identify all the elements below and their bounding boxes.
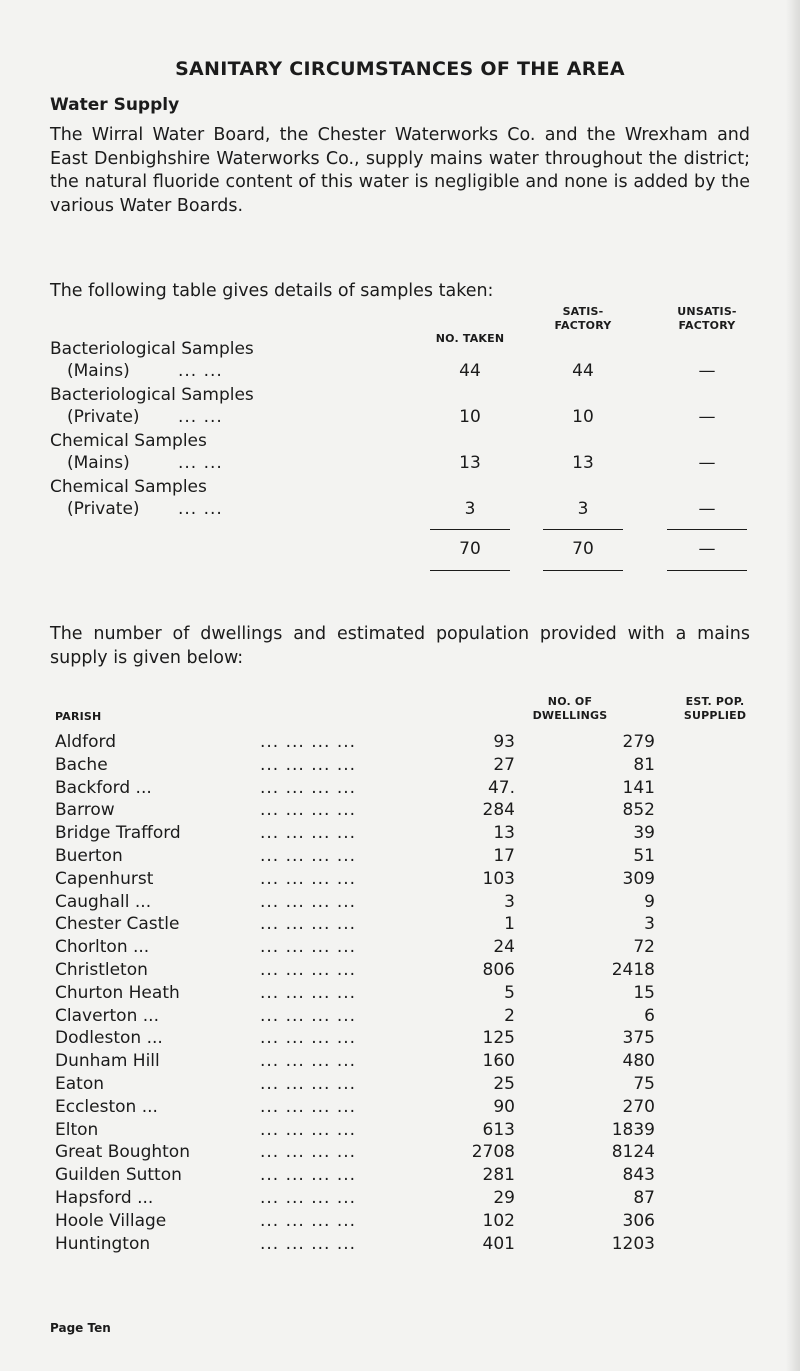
parish-leader-dots: ... ... ... ... (260, 823, 357, 844)
sample-row-1-taken: 44 (459, 361, 481, 381)
parish-population: 51 (633, 845, 655, 866)
parish-row (55, 822, 775, 845)
sample-row-2-satisfactory: 10 (572, 407, 594, 427)
parish-name: Bache (55, 754, 108, 775)
sample-row-1-dots: ... ... (178, 361, 223, 381)
parish-dwellings: 284 (482, 800, 515, 821)
sample-row-4-satisfactory: 3 (577, 499, 589, 519)
parish-row (55, 731, 775, 754)
parish-name: Elton (55, 1119, 99, 1140)
parish-dwellings: 27 (493, 754, 515, 775)
parish-dwellings: 125 (482, 1028, 515, 1049)
parish-leader-dots: ... ... ... ... (260, 1119, 357, 1140)
totals-rule-unsatisfactory-top (667, 529, 747, 530)
parish-row (55, 1096, 775, 1119)
total-satisfactory: 70 (572, 539, 594, 559)
parish-dwellings: 1 (504, 914, 515, 935)
parish-name: Bridge Trafford (55, 823, 181, 844)
parish-population: 87 (633, 1187, 655, 1208)
samples-header-taken: NO. TAKEN (435, 332, 505, 345)
parish-leader-dots: ... ... ... ... (260, 1210, 357, 1231)
parish-population: 306 (622, 1210, 655, 1231)
parish-population: 6 (644, 1005, 655, 1026)
parish-population: 3 (644, 914, 655, 935)
parish-leader-dots: ... ... ... ... (260, 1073, 357, 1094)
sample-row-3-dots: ... ... (178, 453, 223, 473)
parish-leader-dots: ... ... ... ... (260, 959, 357, 980)
parish-dwellings: 103 (482, 868, 515, 889)
parish-population: 1839 (611, 1119, 655, 1140)
totals-rule-satisfactory-bottom (543, 570, 623, 571)
sample-row-2-unsatisfactory: — (698, 407, 716, 427)
parish-row (55, 1233, 775, 1256)
parish-leader-dots: ... ... ... ... (260, 868, 357, 889)
parish-leader-dots: ... ... ... ... (260, 914, 357, 935)
parish-population: 9 (644, 891, 655, 912)
parish-name: Buerton (55, 845, 123, 866)
parish-name: Dodleston ... (55, 1028, 163, 1049)
parish-row (55, 1073, 775, 1096)
sample-row-3-label1: Chemical Samples (50, 431, 207, 451)
sample-row-3-taken: 13 (459, 453, 481, 473)
parish-row (55, 913, 775, 936)
parish-population: 852 (622, 800, 655, 821)
parish-row (55, 754, 775, 777)
parish-population: 75 (633, 1073, 655, 1094)
parish-row (55, 959, 775, 982)
parish-leader-dots: ... ... ... ... (260, 1051, 357, 1072)
sample-row-2-dots: ... ... (178, 407, 223, 427)
parish-dwellings: 613 (482, 1119, 515, 1140)
sample-row-4-taken: 3 (464, 499, 476, 519)
parish-row (55, 799, 775, 822)
parish-population: 141 (622, 777, 655, 798)
parish-name: Chorlton ... (55, 937, 150, 958)
parish-row (55, 868, 775, 891)
parish-population: 1203 (611, 1233, 655, 1254)
parish-dwellings: 281 (482, 1165, 515, 1186)
parish-name: Christleton (55, 959, 148, 980)
parish-population: 15 (633, 982, 655, 1003)
parish-name: Chester Castle (55, 914, 180, 935)
parish-header: PARISH (55, 710, 102, 723)
section-heading: Water Supply (50, 95, 180, 115)
parish-dwellings: 401 (482, 1233, 515, 1254)
parish-leader-dots: ... ... ... ... (260, 845, 357, 866)
page-title: SANITARY CIRCUMSTANCES OF THE AREA (175, 58, 625, 80)
parish-population: 279 (622, 732, 655, 752)
parish-dwellings: 17 (493, 845, 515, 866)
sample-row-1-satisfactory: 44 (572, 361, 594, 381)
samples-header-unsatisfactory: UNSATIS- FACTORY (677, 305, 737, 332)
parish-dwellings: 3 (504, 891, 515, 912)
parish-name: Aldford (55, 732, 117, 752)
parish-name: Dunham Hill (55, 1051, 160, 1072)
parish-row (55, 1119, 775, 1142)
page-edge-shadow (786, 0, 800, 1371)
totals-rule-taken-top (430, 529, 510, 530)
population-header: EST. POP. SUPPLIED (683, 695, 747, 722)
parish-name: Backford ... (55, 777, 152, 798)
parish-row (55, 845, 775, 868)
totals-rule-unsatisfactory-bottom (667, 570, 747, 571)
sample-row-4-label2: (Private) (67, 499, 140, 519)
parish-name: Huntington (55, 1233, 151, 1254)
parish-dwellings: 47. (487, 777, 515, 798)
parish-population: 480 (622, 1051, 655, 1072)
totals-rule-satisfactory-top (543, 529, 623, 530)
parish-leader-dots: ... ... ... ... (260, 1005, 357, 1026)
parish-row (55, 1027, 775, 1050)
parish-row (55, 1005, 775, 1028)
parish-dwellings: 2708 (471, 1142, 515, 1163)
sample-row-1-unsatisfactory: — (698, 361, 716, 381)
parish-population: 39 (633, 823, 655, 844)
parish-population: 375 (622, 1028, 655, 1049)
parish-dwellings: 13 (493, 823, 515, 844)
sample-row-3-unsatisfactory: — (698, 453, 716, 473)
sample-row-1-label2: (Mains) (67, 361, 130, 381)
parish-population: 8124 (611, 1142, 655, 1163)
parish-leader-dots: ... ... ... ... (260, 800, 357, 821)
parish-row (55, 982, 775, 1005)
parish-row (55, 936, 775, 959)
parish-name: Eccleston ... (55, 1096, 158, 1117)
page-footer: Page Ten (50, 1321, 111, 1335)
sample-row-2-label2: (Private) (67, 407, 140, 427)
parish-name: Caughall ... (55, 891, 152, 912)
samples-header-satisfactory: SATIS- FACTORY (554, 305, 612, 332)
dwellings-intro-paragraph: The number of dwellings and estimated population provided with a mains supply is given below: (50, 624, 750, 668)
sample-row-4-unsatisfactory: — (698, 499, 716, 519)
parish-dwellings: 29 (493, 1187, 515, 1208)
parish-row (55, 1210, 775, 1233)
parish-dwellings: 806 (482, 959, 515, 980)
parish-leader-dots: ... ... ... ... (260, 1165, 357, 1186)
parish-leader-dots: ... ... ... ... (260, 732, 357, 752)
sample-row-3-satisfactory: 13 (572, 453, 594, 473)
total-taken: 70 (459, 539, 481, 559)
sample-row-4-dots: ... ... (178, 499, 223, 519)
parish-leader-dots: ... ... ... ... (260, 1142, 357, 1163)
parish-population: 843 (622, 1165, 655, 1186)
total-unsatisfactory: — (698, 539, 716, 559)
parish-leader-dots: ... ... ... ... (260, 777, 357, 798)
parish-row (55, 891, 775, 914)
water-supply-paragraph: The Wirral Water Board, the Chester Waterworks Co. and the Wrexham and East Denbighshire Waterworks Co., supply mains water throughout the district; the natural fluoride content of this water is negligible and none is added by the various Water Boards. (50, 125, 750, 216)
parish-leader-dots: ... ... ... ... (260, 891, 357, 912)
dwellings-header: NO. OF DWELLINGS (532, 695, 608, 722)
parish-leader-dots: ... ... ... ... (260, 754, 357, 775)
parish-population: 72 (633, 937, 655, 958)
parish-dwellings: 24 (493, 937, 515, 958)
parish-name: Hoole Village (55, 1210, 167, 1231)
sample-row-2-taken: 10 (459, 407, 481, 427)
parish-name: Eaton (55, 1073, 104, 1094)
parish-row (55, 1164, 775, 1187)
parish-population: 81 (633, 754, 655, 775)
parish-dwellings: 25 (493, 1073, 515, 1094)
totals-rule-taken-bottom (430, 570, 510, 571)
parish-population: 2418 (611, 959, 655, 980)
parish-name: Claverton ... (55, 1005, 159, 1026)
parish-leader-dots: ... ... ... ... (260, 1028, 357, 1049)
parish-row (55, 1141, 775, 1164)
parish-dwellings: 5 (504, 982, 515, 1003)
parish-leader-dots: ... ... ... ... (260, 1096, 357, 1117)
parish-name: Churton Heath (55, 982, 180, 1003)
sample-row-2-label1: Bacteriological Samples (50, 385, 254, 405)
parish-leader-dots: ... ... ... ... (260, 1187, 357, 1208)
parish-dwellings: 2 (504, 1005, 515, 1026)
samples-intro-paragraph: The following table gives details of samples taken: (50, 281, 494, 301)
sample-row-4-label1: Chemical Samples (50, 477, 207, 497)
parish-leader-dots: ... ... ... ... (260, 1233, 357, 1254)
parish-name: Capenhurst (55, 868, 154, 889)
parish-dwellings: 160 (482, 1051, 515, 1072)
sample-row-1-label1: Bacteriological Samples (50, 339, 254, 359)
parish-dwellings: 93 (493, 732, 515, 752)
parish-leader-dots: ... ... ... ... (260, 937, 357, 958)
parish-dwellings: 90 (493, 1096, 515, 1117)
sample-row-3-label2: (Mains) (67, 453, 130, 473)
parish-population: 309 (622, 868, 655, 889)
parish-name: Guilden Sutton (55, 1165, 182, 1186)
parish-name: Hapsford ... (55, 1187, 154, 1208)
parish-dwellings: 102 (482, 1210, 515, 1231)
parish-name: Great Boughton (55, 1142, 190, 1163)
parish-row (55, 1050, 775, 1073)
parish-leader-dots: ... ... ... ... (260, 982, 357, 1003)
parish-table (55, 731, 775, 1255)
parish-row (55, 1187, 775, 1210)
parish-row (55, 777, 775, 800)
parish-population: 270 (622, 1096, 655, 1117)
parish-name: Barrow (55, 800, 115, 821)
